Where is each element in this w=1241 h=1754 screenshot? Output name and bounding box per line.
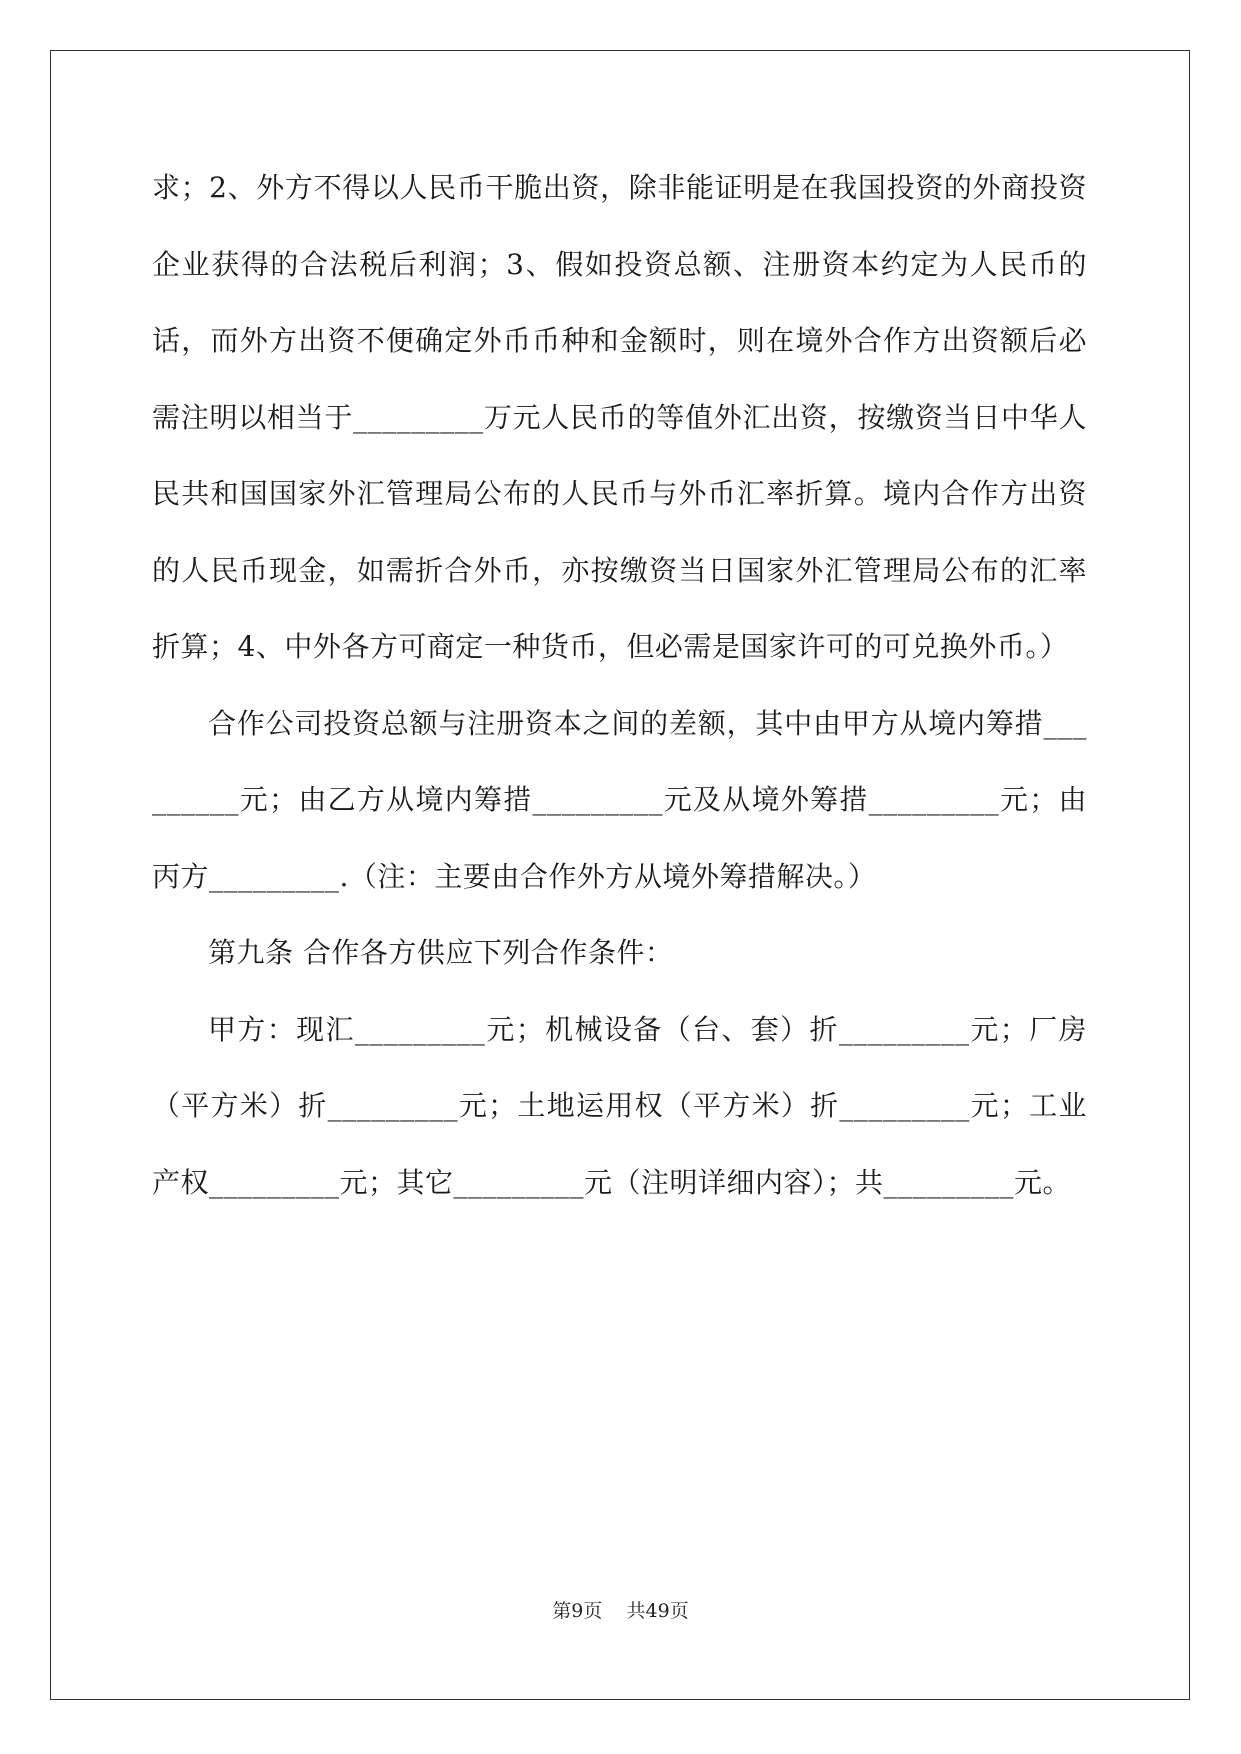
paragraph-2: 合作公司投资总额与注册资本之间的差额，其中由甲方从境内筹措_________元；由乙方从境内筹措_________元及从境外筹措_________元；由丙方_________.（注：主要由合作外方从境外筹措解决。） [152, 706, 1087, 893]
page-footer [0, 1596, 1241, 1623]
paragraph-1: 求；2、外方不得以人民币干脆出资，除非能证明是在我国投资的外商投资企业获得的合法税后利润；3、假如投资总额、注册资本约定为人民币的话，而外方出资不便确定外币币种和金额时，则在境外合作方出资额后必需注明以相当于_________万元人民币的等值外汇出资，按缴资当日中华人民共和国国家外汇管理局公布的人民币与外币汇率折算。境内合作方出资的人民币现金，如需折合外币，亦按缴资当日国家外汇管理局公布的汇率折算；4、中外各方可商定一种货币，但必需是国家许可的可兑换外币。） [152, 171, 1087, 663]
article-nine-heading: 第九条 合作各方供应下列合作条件： [208, 936, 674, 969]
page-number: 第9页 [552, 1600, 603, 1622]
page-total: 共49页 [626, 1600, 689, 1622]
document-body [152, 150, 1087, 1221]
paragraph-party-a: 甲方：现汇_________元；机械设备（台、套）折_________元；厂房（平方米）折_________元；土地运用权（平方米）折_________元；工业产权_________元；其它_________元（注明详细内容）；共_________元。 [152, 1012, 1087, 1199]
